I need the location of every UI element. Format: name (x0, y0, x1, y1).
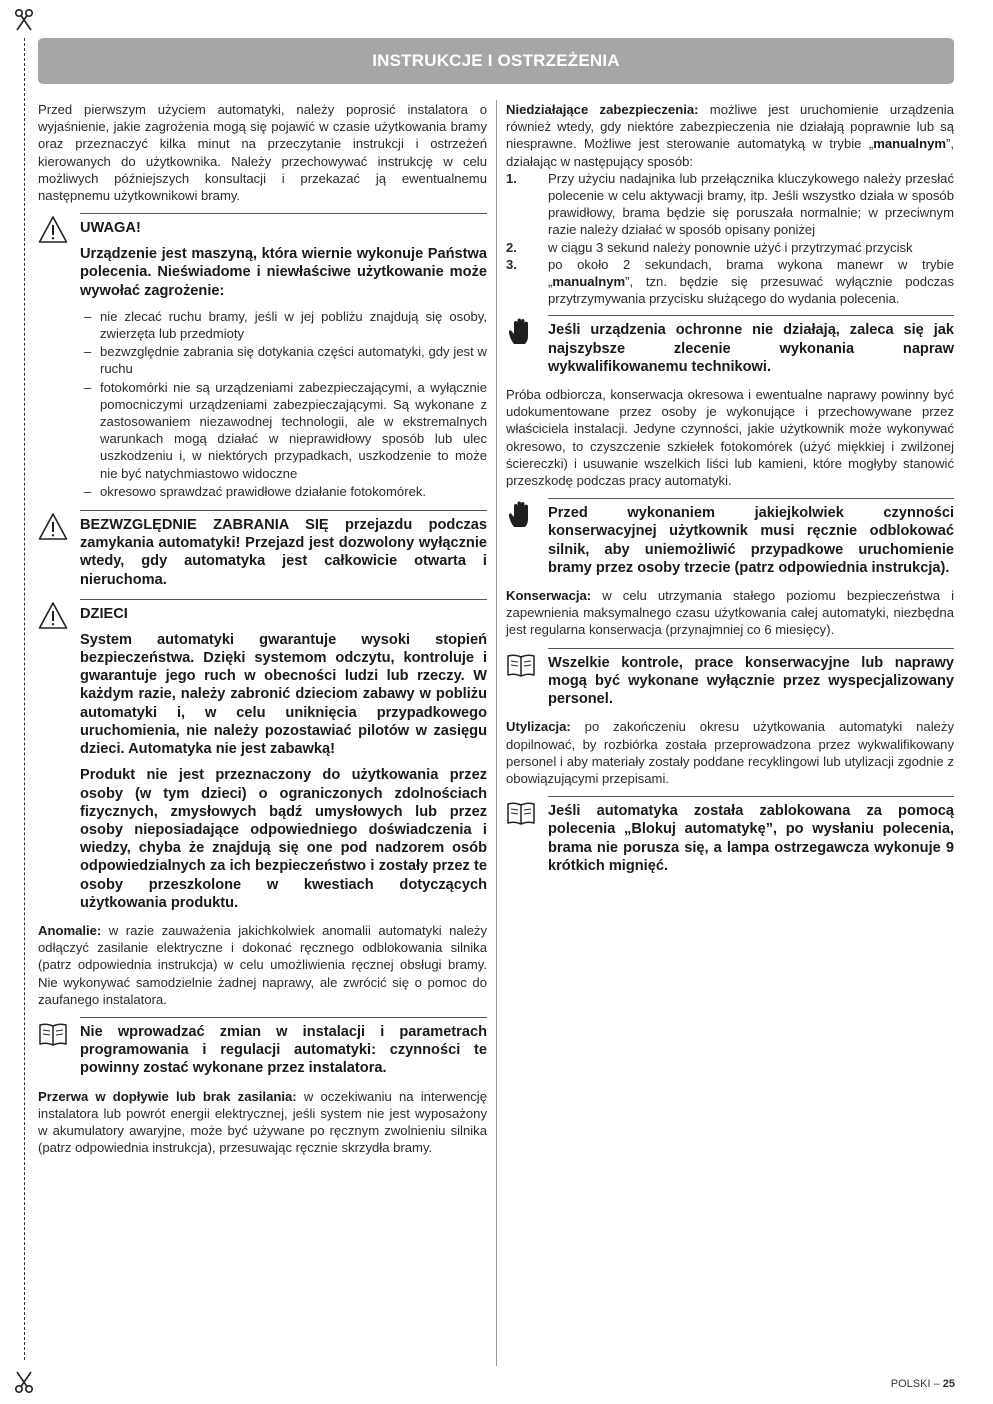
book-icon (38, 1019, 68, 1049)
book-callout-1 (506, 648, 954, 709)
anomalie-paragraph (38, 922, 487, 1008)
przerwa-text: w oczekiwaniu na interwencję instalatora lub powrót energii elektrycznej, jeśli system nie jest wyposażony w akumulatory awaryjne, może być używane po ręcznym zwolnieniu silnika (patrz odpowiednia instrukcja), przesuwając ręcznie skrzydła bramy. (38, 1088, 487, 1156)
przerwa-label: Przerwa w dopływie lub brak zasilania: (38, 1088, 297, 1104)
list-item (506, 239, 954, 256)
przerwa-paragraph (38, 1088, 487, 1157)
niedzialajace-text: możliwe jest uruchomienie urządzenia również wtedy, gdy niektóre zabezpieczenia nie działają poprawnie lub są niesprawne. Możliwe jest sterowanie automatyką w trybie „ (506, 102, 954, 152)
anomalie-label: Anomalie: (38, 922, 102, 938)
callout-rule (80, 213, 487, 214)
dzieci-title: DZIECI (80, 605, 128, 622)
zmiany-callout (38, 1017, 487, 1078)
dzieci-paragraph-2: Produkt nie jest przeznaczony do użytkowania przez osoby (w tym dzieci) o ograniczonych zdolnościach fizycznych, zmysłowych bądź umysłowych lub przez osoby nieposiadające odpowiedniego doświadczenia i wiedzy, chyba że znajdują się one pod nadzorem osób odpowiedzialnych za ich bezpieczeństwo i zostały przez te osoby przeszkolone w kwestiach dotyczących użytkowania produktu. (80, 767, 487, 911)
callout-rule (548, 796, 954, 797)
page-title: INSTRUKCJE I OSTRZEŻENIA (372, 51, 620, 70)
left-column (38, 101, 487, 1165)
niedzialajace-paragraph (506, 101, 954, 170)
step-text: w ciągu 3 sekund należy ponownie użyć i przytrzymać przycisk (548, 239, 913, 255)
manual-mode-term: manualnym (552, 274, 626, 290)
step-text-end: ”, tzn. będzie się przesuwać wyłącznie podczas przytrzymywania przycisku służącego do wydania polecenia. (548, 274, 954, 307)
anomalie-text: w razie zauważenia jakichkolwiek anomalii automatyki należy odłączyć zasilanie elektryczne i dokonać ręcznego odblokowania silnika (patrz odpowiednia instrukcja) w celu umożliwienia ręcznej obsługi bramy. Nie wykonywać samodzielnie żadnej naprawy, ale zwrócić się o pomoc do zaufanego instalatora. (38, 922, 487, 1007)
zmiany-text: Nie wprowadzać zmian w instalacji i parametrach programowania i regulacji automatyki: czynności te powinny zostać wykonane przez instalatora. (80, 1023, 487, 1077)
proba-paragraph: Próba odbiorcza, konserwacja okresowa i ewentualne naprawy powinny być udokumentowane przez osoby je wykonujące i przechowywane przez właściciela instalacji. Jedyne czynności, jakie użytkownik może wykonywać okresowo, to czyszczenie szkiełek fotokomórek (użyć miękkiej i zwilżonej ściereczki) i usuwanie wszelkich liści lub kamieni, które mogłyby stanowić przeszkodę podczas pracy automatyki. (506, 387, 954, 489)
niedzialajace-label: Niedziałające zabezpieczenia: (506, 102, 699, 117)
list-item (506, 170, 954, 239)
utylizacja-paragraph (506, 718, 954, 787)
dzieci-paragraph-1: System automatyki gwarantuje wysoki stopień bezpieczeństwa. Dzięki systemom odczytu, kontroluje i gwarantuje jego ruch w obecności ludzi lub rzeczy. W każdym razie, należy zabronić dzieciom zabawy w pobliżu automatyki i, w celu uniknięcia przypadkowego uruchomienia, nie należy pozostawiać pilotów w zasięgu dzieci. Automatyka nie jest zabawką! (80, 631, 487, 758)
dzieci-callout (38, 599, 487, 912)
list-item: – okresowo sprawdzać prawidłowe działanie fotokomórek. (80, 483, 487, 500)
book-callout-2 (506, 796, 954, 875)
book-text-2: Jeśli automatyka została zablokowana za pomocą polecenia „Blokuj automatykę”, po wysłaniu polecenia, brama nie porusza się, a lampa ostrzegawcza wykonuje 9 krótkich mignięć. (548, 803, 954, 874)
hand-text-2: Przed wykonaniem jakiejkolwiek czynności konserwacyjnej użytkownik musi ręcznie odblokować silnik, aby uniemożliwić przypadkowe uruchomienie bramy przez osoby trzecie (patrz odpowiednia instrukcja). (548, 505, 954, 576)
konserwacja-label: Konserwacja: (506, 588, 592, 604)
list-item: – nie zlecać ruchu bramy, jeśli w jej pobliżu znajdują się osoby, zwierzęta lub przedmioty (80, 308, 487, 342)
hand-callout-2 (506, 498, 954, 577)
page-number: 25 (942, 1378, 955, 1390)
step-number: 1. (506, 170, 517, 186)
callout-rule (548, 315, 954, 316)
niedzialajace-text-end: ”, działając w następujący sposób: (506, 136, 954, 169)
step-number: 2. (506, 239, 517, 255)
manual-mode-term: manualnym (873, 136, 946, 152)
column-divider (496, 100, 497, 1366)
hand-stop-icon (506, 500, 536, 530)
zakaz-text: BEZWZGLĘDNIE ZABRANIA SIĘ przejazdu podczas zamykania automatyki! Przejazd jest dozwolony wyłącznie wtedy, gdy automatyka jest całkowicie otwarta i nieruchoma. (80, 517, 487, 588)
uwaga-text: Urządzenie jest maszyną, która wiernie wykonuje Państwa polecenia. Nieświadome i niewłaściwe użytkowanie może wywołać zagrożenie: (80, 246, 487, 299)
right-column (506, 101, 954, 885)
zakaz-callout (38, 510, 487, 589)
footer-language: POLSKI – (890, 1378, 943, 1390)
book-icon (506, 650, 536, 680)
list-item (506, 256, 954, 308)
cut-line (24, 38, 25, 1360)
hand-callout-1 (506, 315, 954, 376)
scissors-icon (12, 1370, 36, 1394)
callout-rule (80, 510, 487, 511)
warning-triangle-icon (38, 215, 68, 245)
callout-rule (80, 599, 487, 600)
page-header (38, 38, 954, 84)
step-text: Przy użyciu nadajnika lub przełącznika kluczykowego należy przesłać polecenie w celu aktywacji bramy, itp. Jeśli wszystko działa w sposób prawidłowy, brama będzie się poruszała normalnie; w przeciwnym razie należy działać w sposób opisany poniżej (548, 170, 954, 238)
warning-triangle-icon (38, 601, 68, 631)
page-footer (891, 1378, 955, 1390)
step-number: 3. (506, 256, 517, 272)
warning-list (80, 308, 487, 500)
utylizacja-label: Utylizacja: (506, 719, 571, 735)
warning-triangle-icon (38, 512, 68, 542)
list-item: – bezwzględnie zabrania się dotykania części automatyki, gdy jest w ruchu (80, 343, 487, 377)
step-text: po około 2 sekundach, brama wykona manewr w trybie „ (548, 256, 954, 290)
book-icon (506, 798, 536, 828)
konserwacja-paragraph (506, 587, 954, 639)
list-item: – fotokomórki nie są urządzeniami zabezpieczającymi, a wyłącznie pomocniczymi urządzeniami zabezpieczającymi. Są wykonane z zastosowaniem niezawodnej technologii, ale w ekstremalnych warunkach mogą działać w nieprawidłowy sposób lub ulec uszkodzeniu i, w niektórych przypadkach, uszkodzenie to może nie być natychmiastowo widoczne (80, 379, 487, 482)
callout-rule (80, 1017, 487, 1018)
hand-text-1: Jeśli urządzenia ochronne nie działają, zaleca się jak najszybsze zlecenie wykonania napraw wykwalifikowanemu technikowi. (548, 322, 954, 375)
callout-rule (548, 648, 954, 649)
callout-rule (548, 498, 954, 499)
konserwacja-text: w celu utrzymania stałego poziomu bezpieczeństwa i zapewnienia maksymalnego czasu użytkowania całej automatyki, niezbędna jest regularna konserwacja (przynajmniej co 6 miesięcy). (506, 588, 954, 638)
uwaga-callout (38, 213, 487, 500)
scissors-icon (12, 8, 36, 32)
intro-paragraph: Przed pierwszym użyciem automatyki, należy poprosić instalatora o wyjaśnienie, jakie zagrożenia mogą się pojawić w czasie użytkowania bramy oraz przeznaczyć kilka minut na przeczytanie instrukcji i ostrzeżeń kierowanych do użytkownika. Należy przechowywać instrukcję w celu możliwych późniejszych konsultacji i przekazać ją ewentualnemu następnemu użytkownikowi bramy. (38, 102, 487, 204)
utylizacja-text: po zakończeniu okresu użytkowania automatyki należy dopilnować, by rozbiórka została przeprowadzona przez wykwalifikowany personel i aby materiały zostały poddane recyklingowi lub utylizacji zgodnie z obowiązującymi przepisami. (506, 719, 954, 786)
steps-list (506, 170, 954, 308)
book-text-1: Wszelkie kontrole, prace konserwacyjne lub naprawy mogą być wykonane wyłącznie przez wyspecjalizowany personel. (548, 654, 954, 708)
hand-stop-icon (506, 317, 536, 347)
uwaga-title: UWAGA! (80, 220, 141, 237)
